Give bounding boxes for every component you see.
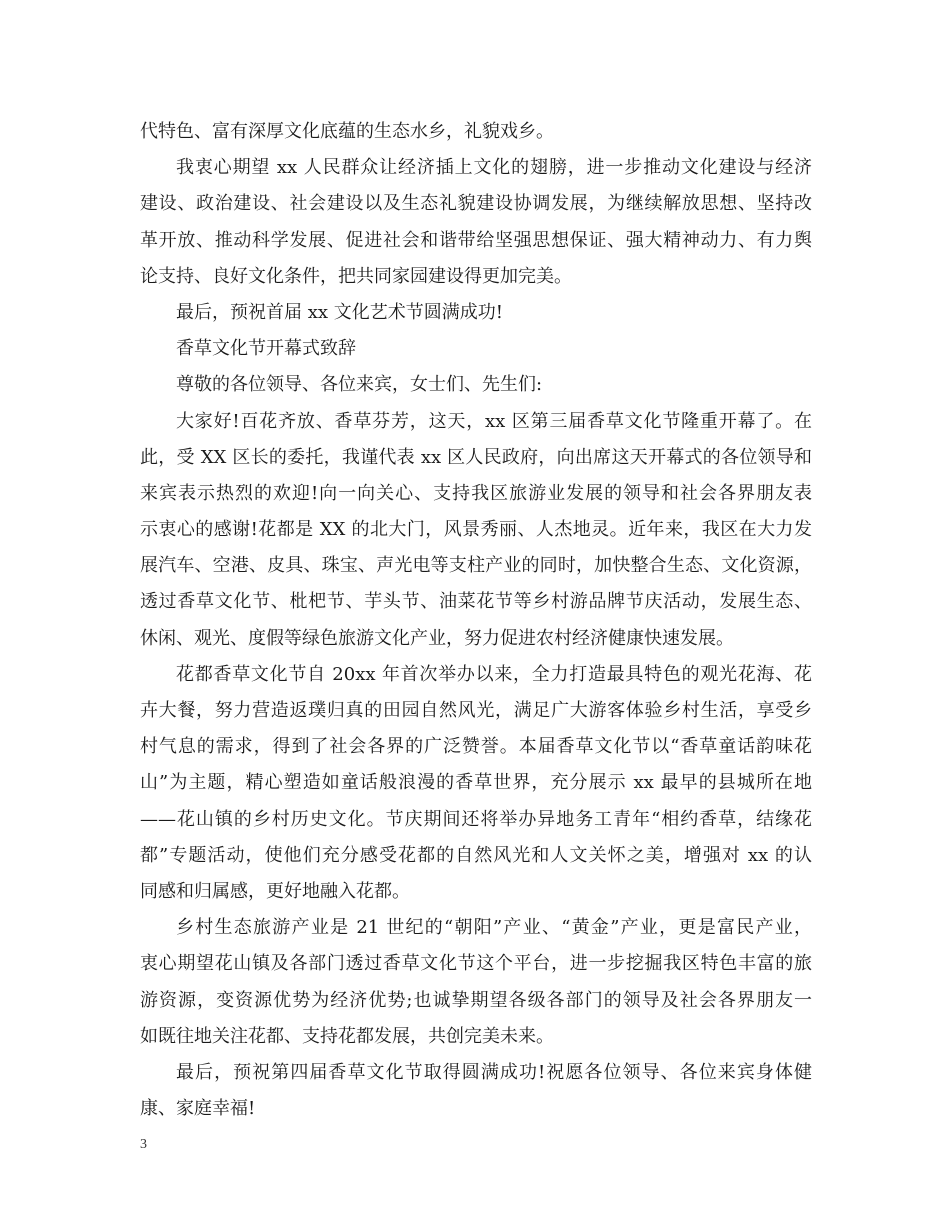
text-line: 代特色、富有深厚文化底蕴的生态水乡，礼貌戏乡。 [140, 121, 554, 142]
text-line: 来宾表示热烈的欢迎!向一向关心、支持我区旅游业发展的领导和社会各界朋友表 [140, 482, 812, 504]
salutation: 尊敬的各位领导、各位来宾，女士们、先生们: [176, 374, 543, 396]
text-line: ——花山镇的乡村历史文化。节庆期间还将举办异地务工青年“相约香草，结缘花 [140, 808, 812, 830]
text-line: 同感和归属感，更好地融入花都。 [140, 880, 410, 902]
text-line: 我衷心期望 xx 人民群众让经济插上文化的翅膀，进一步推动文化建设与经济 [176, 157, 812, 179]
page-number: 3 [140, 1137, 147, 1152]
text-line: 游资源，变资源优势为经济优势;也诚挚期望各级各部门的领导及社会各界朋友一 [140, 989, 812, 1011]
text-line: 大家好!百花齐放、香草芬芳，这天，xx 区第三届香草文化节隆重开幕了。在 [176, 410, 812, 432]
text-line: 最后，预祝第四届香草文化节取得圆满成功!祝愿各位领导、各位来宾身体健 [176, 1061, 812, 1083]
text-line: 山”为主题，精心塑造如童话般浪漫的香草世界，充分展示 xx 最早的县城所在地 [140, 772, 812, 794]
text-line: 康、家庭幸福! [140, 1098, 256, 1120]
text-line: 建设、政治建设、社会建设以及生态礼貌建设协调发展，为继续解放思想、坚持改 [140, 193, 812, 215]
text-line: 展汽车、空港、皮具、珠宝、声光电等支柱产业的同时，加快整合生态、文化资源， [140, 555, 812, 577]
document-body [140, 114, 812, 1127]
text-line: 如既往地关注花都、支持花都发展，共创完美未来。 [140, 1025, 554, 1047]
text-line: 透过香草文化节、枇杷节、芋头节、油菜花节等乡村游品牌节庆活动，发展生态、 [140, 591, 812, 613]
text-line: 示衷心的感谢!花都是 XX 的北大门，风景秀丽、人杰地灵。近年来，我区在大力发 [140, 519, 812, 541]
text-line: 村气息的需求，得到了社会各界的广泛赞誉。本届香草文化节以“香草童话韵味花 [140, 736, 812, 758]
text-line: 革开放、推动科学发展、促进社会和谐带给坚强思想保证、强大精神动力、有力舆 [140, 229, 812, 251]
text-line: 休闲、观光、度假等绿色旅游文化产业，努力促进农村经济健康快速发展。 [140, 627, 734, 649]
text-line: 都”专题活动，使他们充分感受花都的自然风光和人文关怀之美，增强对 xx 的认 [140, 844, 812, 866]
text-line: 花都香草文化节自 20xx 年首次举办以来，全力打造最具特色的观光花海、花 [176, 663, 812, 685]
text-line: 此，受 XX 区长的委托，我谨代表 xx 区人民政府，向出席这天开幕式的各位领导和 [140, 446, 812, 468]
text-line: 衷心期望花山镇及各部门透过香草文化节这个平台，进一步挖掘我区特色丰富的旅 [140, 953, 812, 975]
text-line: 最后，预祝首届 xx 文化艺术节圆满成功! [176, 301, 503, 323]
text-line: 乡村生态旅游产业是 21 世纪的“朝阳”产业、“黄金”产业，更是富民产业， [176, 917, 812, 939]
text-line: 论支持、良好文化条件，把共同家园建设得更加完美。 [140, 265, 572, 287]
section-heading: 香草文化节开幕式致辞 [176, 338, 356, 360]
text-line: 卉大餐，努力营造返璞归真的田园自然风光，满足广大游客体验乡村生活，享受乡 [140, 700, 812, 721]
